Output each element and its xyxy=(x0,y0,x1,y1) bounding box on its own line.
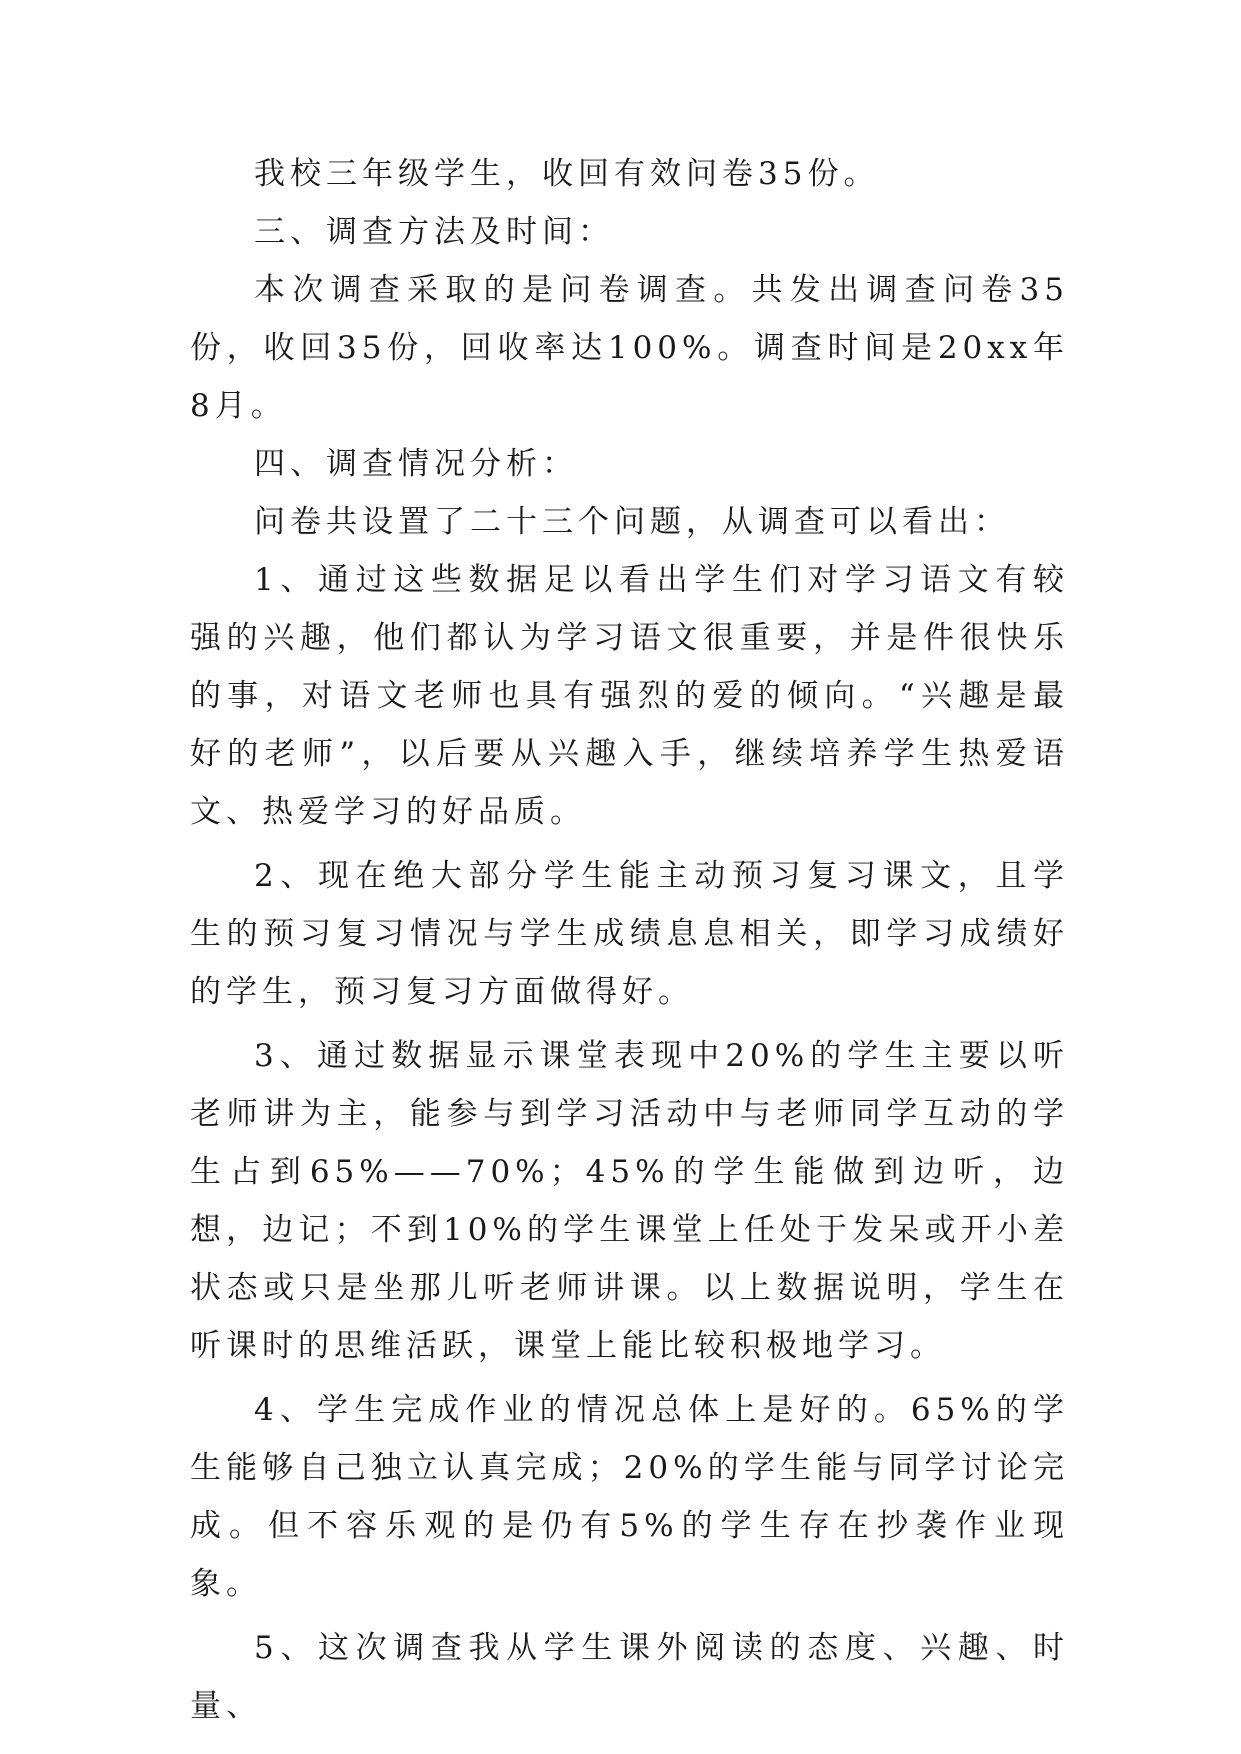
paragraph-analysis-intro: 问卷共设置了二十三个问题，从调查可以看出： xyxy=(254,504,1010,540)
heading-method-and-time: 三、调查方法及时间： xyxy=(254,214,614,250)
paragraph-finding-5: 5、这次调查我从学生课外阅读的态度、兴趣、时量、 xyxy=(190,1630,1069,1724)
heading-analysis: 四、调查情况分析： xyxy=(254,446,578,482)
paragraph-finding-1: 1、通过这些数据足以看出学生们对学习语文有较强的兴趣，他们都认为学习语文很重要，并是件很快乐的事，对语文老师也具有强烈的爱的倾向。“兴趣是最好的老师”，以后要从兴趣入手，继续培养学生热爱语文、热爱学习的好品质。 xyxy=(190,562,1069,830)
paragraph-finding-4: 4、学生完成作业的情况总体上是好的。65%的学生能够自己独立认真完成；20%的学生能与同学讨论完成。但不容乐观的是仍有5%的学生存在抄袭作业现象。 xyxy=(190,1392,1069,1602)
paragraph-method: 本次调查采取的是问卷调查。共发出调查问卷35份，收回35份，回收率达100%。调查时间是20xx年8月。 xyxy=(190,272,1069,424)
paragraph-finding-2: 2、现在绝大部分学生能主动预习复习课文，且学生的预习复习情况与学生成绩息息相关，即学习成绩好的学生，预习复习方面做得好。 xyxy=(190,858,1069,1010)
paragraph-respondents: 我校三年级学生，收回有效问卷35份。 xyxy=(254,156,880,192)
paragraph-finding-3: 3、通过数据显示课堂表现中20%的学生主要以听老师讲为主，能参与到学习活动中与老师同学互动的学生占到65%——70%；45%的学生能做到边听，边想，边记；不到10%的学生课堂上任处于发呆或开小差状态或只是坐那儿听老师讲课。以上数据说明，学生在听课时的思维活跃，课堂上能比较积极地学习。 xyxy=(190,1038,1069,1364)
